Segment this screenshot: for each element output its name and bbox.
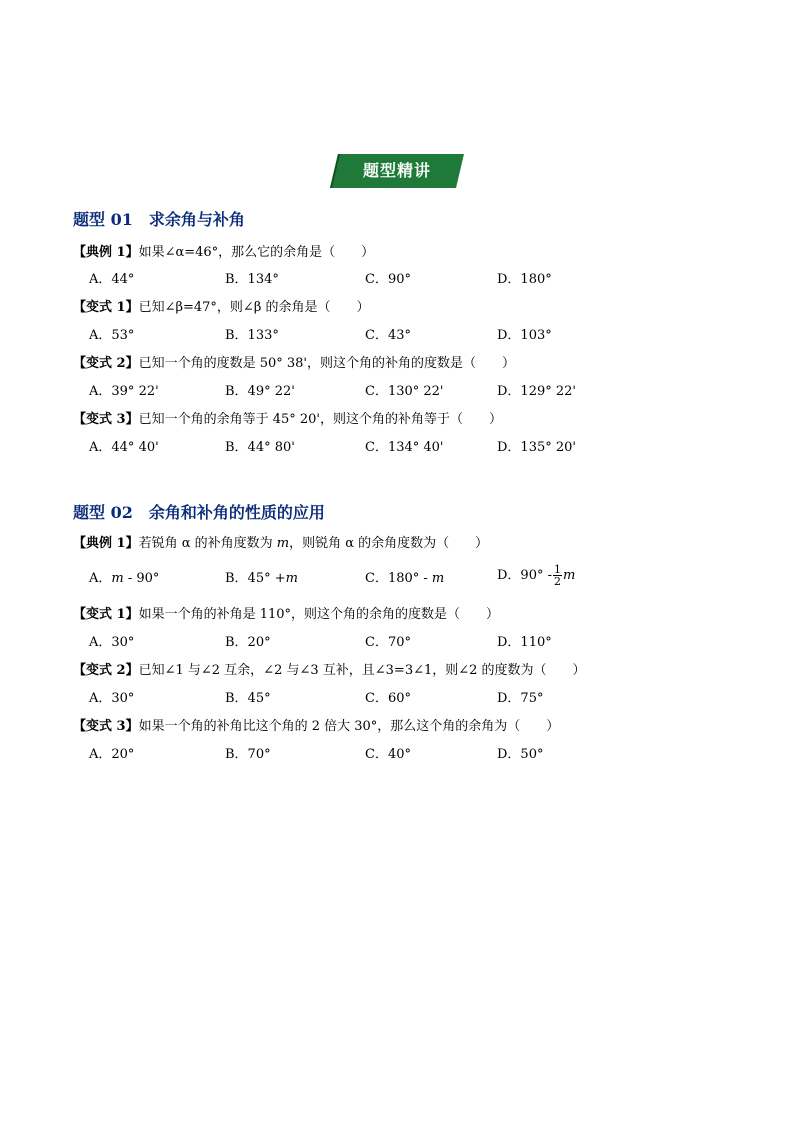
option-d: D．90° - $\frac{1}{2}$ m — [497, 563, 576, 588]
option-a: A．44° — [89, 272, 135, 287]
option-c: C．134° 40' — [365, 440, 444, 455]
option-c: C．40° — [365, 747, 411, 762]
section-2-title: 余角和补角的性质的应用 — [148, 503, 325, 522]
question-2-4 — [73, 718, 559, 736]
option-c: C．180° - m — [365, 571, 445, 586]
section-1-title: 求余角与补角 — [148, 210, 245, 229]
option-c: C．60° — [365, 691, 411, 706]
option-a: A．44° 40' — [89, 440, 159, 455]
option-b: B．20° — [225, 635, 271, 650]
option-a: A．m - 90° — [89, 571, 160, 586]
option-d: D．75° — [497, 691, 544, 706]
option-a: A．20° — [89, 747, 135, 762]
option-c: C．70° — [365, 635, 411, 650]
variable-m: m — [276, 536, 290, 551]
option-c: C．90° — [365, 272, 411, 287]
option-a: A．30° — [89, 635, 135, 650]
option-b: B．134° — [225, 272, 279, 287]
option-b: B．45° — [225, 691, 271, 706]
question-text: 已知一个角的度数是 50° 38'，则这个角的补角的度数是（ ） — [138, 356, 516, 371]
question-tag: 【变式 3】 — [73, 412, 139, 427]
question-tag: 【典例 1】 — [73, 245, 139, 260]
question-1-3 — [73, 355, 515, 373]
option-b: B．45° +m — [225, 571, 298, 586]
question-1-4 — [73, 411, 502, 429]
question-text: 已知∠β=47°，则∠β 的余角是（ ） — [138, 300, 370, 315]
option-a: A．53° — [89, 328, 135, 343]
question-text-post: ，则锐角 α 的余角度数为（ ） — [289, 536, 489, 551]
option-d: D．129° 22' — [497, 384, 576, 399]
section-2-heading — [73, 500, 325, 523]
option-b: B．44° 80' — [225, 440, 295, 455]
option-d: D．135° 20' — [497, 440, 576, 455]
question-2-1 — [73, 535, 488, 553]
question-2-2 — [73, 606, 499, 624]
option-b: B．133° — [225, 328, 279, 343]
fraction-one-half: $\frac{1}{2}$ — [554, 563, 561, 588]
option-b: B．49° 22' — [225, 384, 295, 399]
question-tag: 【变式 1】 — [73, 300, 139, 315]
section-banner — [330, 152, 464, 190]
options-1-1 — [89, 271, 689, 289]
question-text: 如果∠α=46°，那么它的余角是（ ） — [138, 245, 375, 260]
options-1-3 — [89, 383, 689, 401]
option-b: B．70° — [225, 747, 271, 762]
options-2-1 — [89, 563, 689, 588]
question-text: 已知一个角的余角等于 45° 20'，则这个角的补角等于（ ） — [138, 412, 503, 427]
question-tag: 【典例 1】 — [73, 536, 139, 551]
options-1-2 — [89, 327, 689, 345]
question-text-pre: 若锐角 α 的补角度数为 — [138, 536, 277, 551]
question-tag: 【变式 3】 — [73, 719, 139, 734]
section-1-heading — [73, 207, 245, 230]
question-tag: 【变式 2】 — [73, 663, 139, 678]
section-2-number: 题型 02 — [73, 503, 133, 522]
options-2-2 — [89, 634, 689, 652]
question-tag: 【变式 2】 — [73, 356, 139, 371]
question-1-1 — [73, 244, 374, 262]
option-d: D．110° — [497, 635, 552, 650]
option-c: C．43° — [365, 328, 411, 343]
question-text: 已知∠1 与∠2 互余，∠2 与∠3 互补，且∠3=3∠1，则∠2 的度数为（ ） — [138, 663, 586, 678]
option-a: A．39° 22' — [89, 384, 159, 399]
option-d: D．180° — [497, 272, 552, 287]
option-a: A．30° — [89, 691, 135, 706]
question-tag: 【变式 1】 — [73, 607, 139, 622]
option-d: D．50° — [497, 747, 544, 762]
section-1-number: 题型 01 — [73, 210, 133, 229]
options-1-4 — [89, 439, 689, 457]
question-text: 如果一个角的补角比这个角的 2 倍大 30°，那么这个角的余角为（ ） — [138, 719, 560, 734]
option-d: D．103° — [497, 328, 552, 343]
option-c: C．130° 22' — [365, 384, 444, 399]
question-2-3 — [73, 662, 586, 680]
banner-title: 题型精讲 — [362, 161, 431, 180]
question-text: 如果一个角的补角是 110°，则这个角的余角的度数是（ ） — [138, 607, 500, 622]
question-1-2 — [73, 299, 369, 317]
options-2-4 — [89, 746, 689, 764]
options-2-3 — [89, 690, 689, 708]
